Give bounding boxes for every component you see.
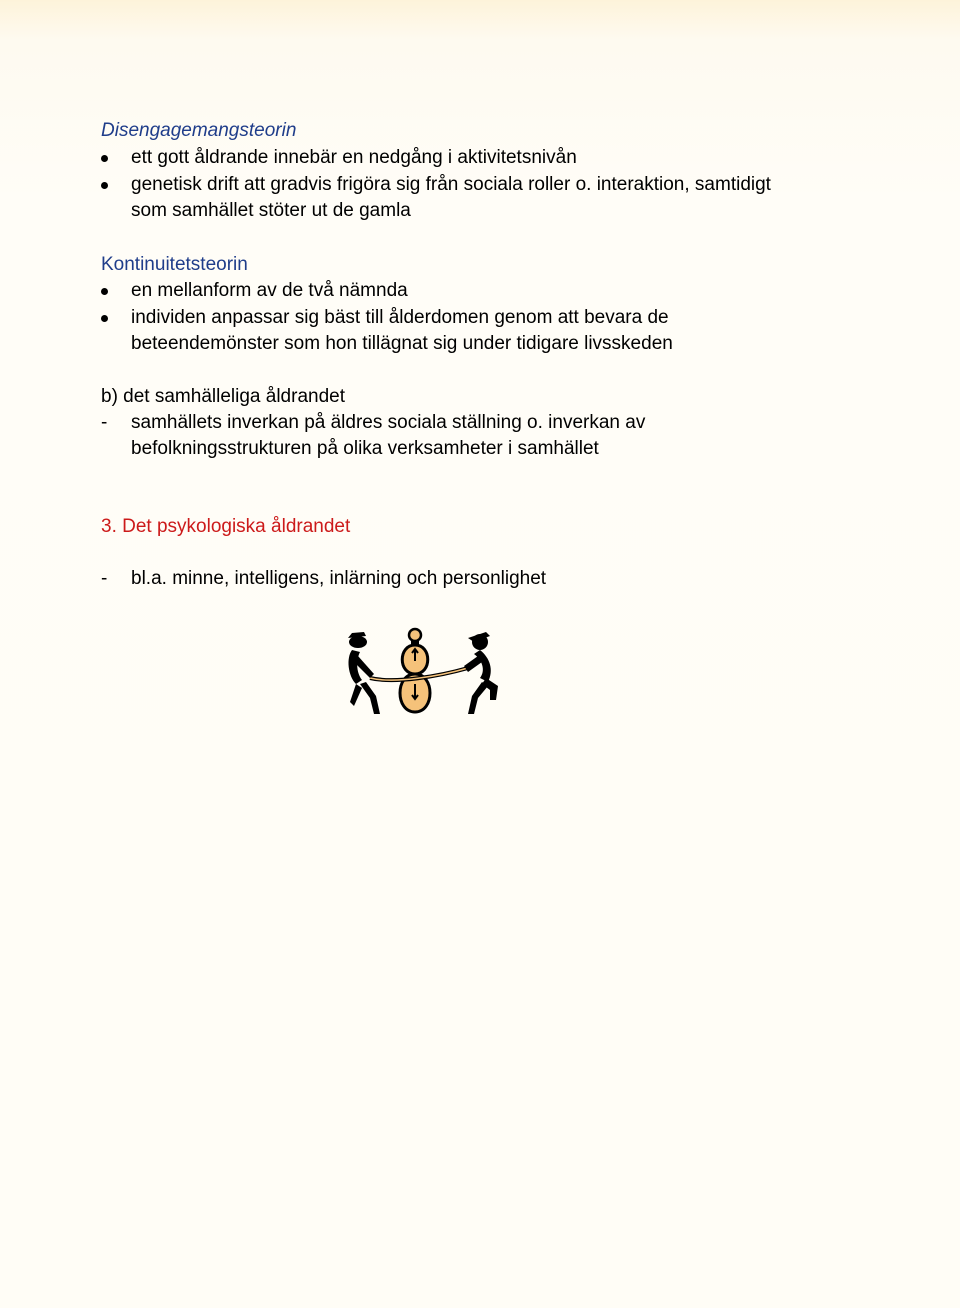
heading-continuity: Kontinuitetsteorin — [101, 254, 248, 275]
dash-text: bl.a. minne, intelligens, inlärning och personlighet — [131, 568, 547, 589]
clock-icon — [400, 629, 430, 712]
dash-marker: - — [101, 412, 108, 433]
heading-psychological: 3. Det psykologiska åldrandet — [101, 516, 351, 537]
heading-disengagement: Disengagemangsteorin — [101, 120, 297, 141]
heading-societal: b) det samhälleliga åldrandet — [101, 386, 345, 407]
bullet-dot — [101, 288, 108, 295]
bullet-text: en mellanform av de två nämnda — [131, 280, 408, 301]
dash-text: samhällets inverkan på äldres sociala ställning o. inverkan av — [131, 412, 646, 433]
tug-of-war-clock-illustration — [340, 626, 508, 720]
dash-marker: - — [101, 568, 108, 589]
bullet-dot — [101, 155, 108, 162]
bullet-text-continuation: beteendemönster som hon tillägnat sig under tidigare livsskeden — [131, 333, 673, 354]
bullet-text: genetisk drift att gradvis frigöra sig från sociala roller o. interaktion, samtidigt — [131, 174, 771, 195]
left-figure-icon — [348, 632, 380, 714]
bullet-text-continuation: som samhället stöter ut de gamla — [131, 200, 411, 221]
bullet-text: individen anpassar sig bäst till ålderdomen genom att bevara de — [131, 307, 669, 328]
bullet-dot — [101, 315, 108, 322]
right-figure-icon — [464, 632, 498, 714]
dash-text-continuation: befolkningsstrukturen på olika verksamheter i samhället — [131, 438, 599, 459]
bullet-text: ett gott åldrande innebär en nedgång i aktivitetsnivån — [131, 147, 577, 168]
bullet-dot — [101, 182, 108, 189]
